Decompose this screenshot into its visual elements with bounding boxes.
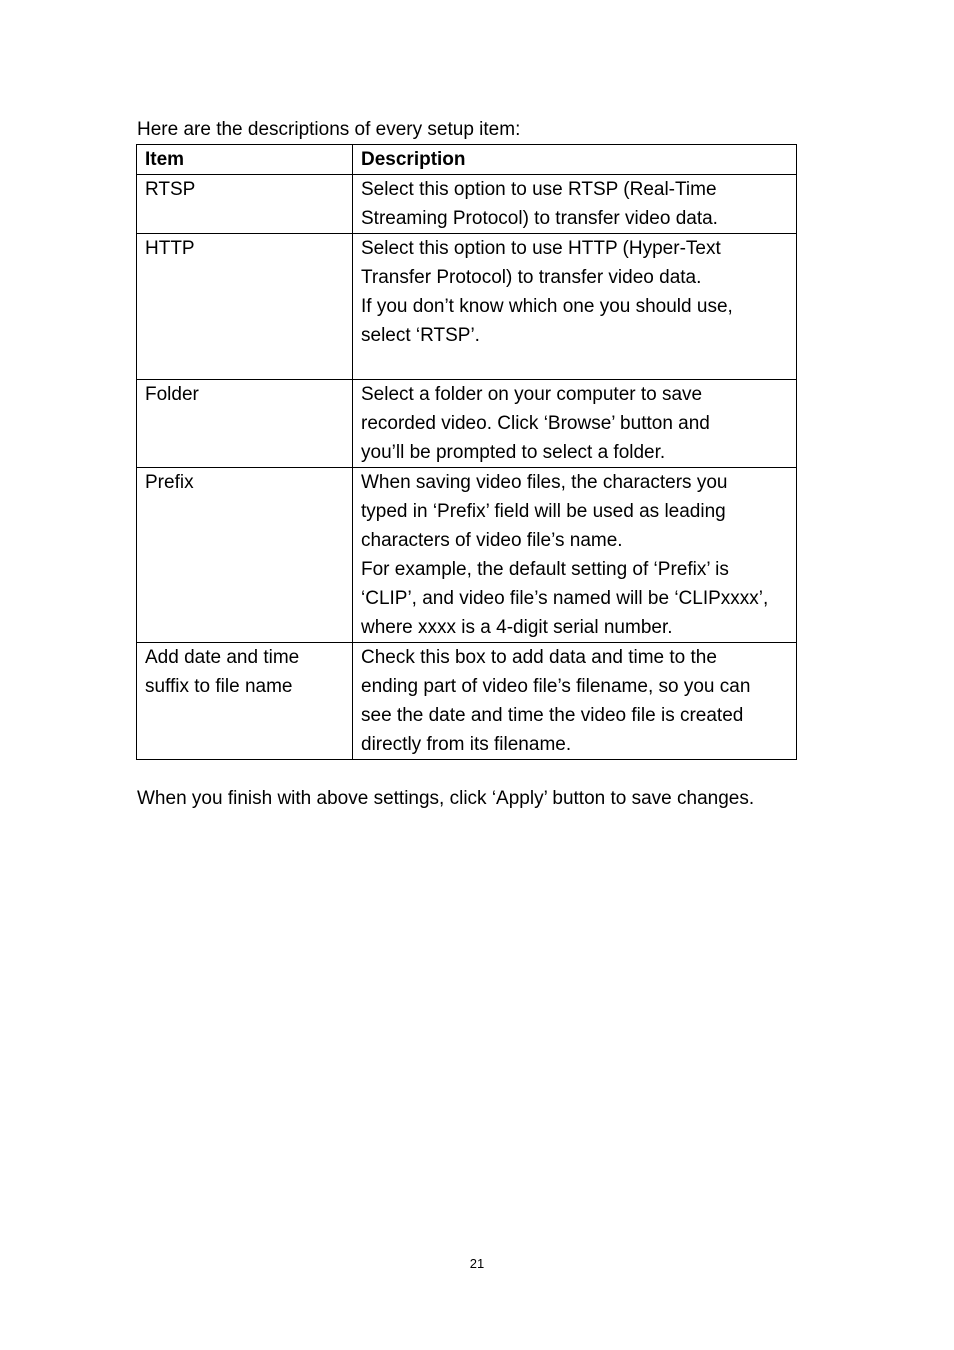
item-cell: HTTP [137, 234, 353, 380]
item-cell: Add date and time suffix to file name [137, 643, 353, 760]
description-cell: Select this option to use RTSP (Real-Time Streaming Protocol) to transfer video data. [353, 175, 797, 234]
table-row [137, 380, 797, 468]
header-description: Description [353, 145, 797, 175]
table-row [137, 234, 797, 380]
item-cell: Folder [137, 380, 353, 468]
description-cell: When saving video files, the characters you typed in ‘Prefix’ field will be used as leading characters of video file’s name. For example, the default setting of ‘Prefix’ is ‘CLIP’, and video file’s named will be ‘CLIPxxxx’, where xxxx is a 4-digit serial number. [353, 468, 797, 643]
setup-items-table [136, 144, 797, 760]
item-cell: Prefix [137, 468, 353, 643]
page-number: 21 [469, 1256, 485, 1271]
item-cell: RTSP [137, 175, 353, 234]
description-cell: Select this option to use HTTP (Hyper-Text Transfer Protocol) to transfer video data. If you don’t know which one you should use, select ‘RTSP’. [353, 234, 797, 380]
table-row [137, 468, 797, 643]
description-cell: Select a folder on your computer to save recorded video. Click ‘Browse’ button and you’ll be prompted to select a folder. [353, 380, 797, 468]
description-cell: Check this box to add data and time to the ending part of video file’s filename, so you can see the date and time the video file is created directly from its filename. [353, 643, 797, 760]
table-row [137, 643, 797, 760]
header-item: Item [137, 145, 353, 175]
table-header-row [137, 145, 797, 175]
intro-text: Here are the descriptions of every setup item: [137, 119, 521, 140]
table-row [137, 175, 797, 234]
outro-text: When you finish with above settings, click ‘Apply’ button to save changes. [137, 788, 755, 809]
